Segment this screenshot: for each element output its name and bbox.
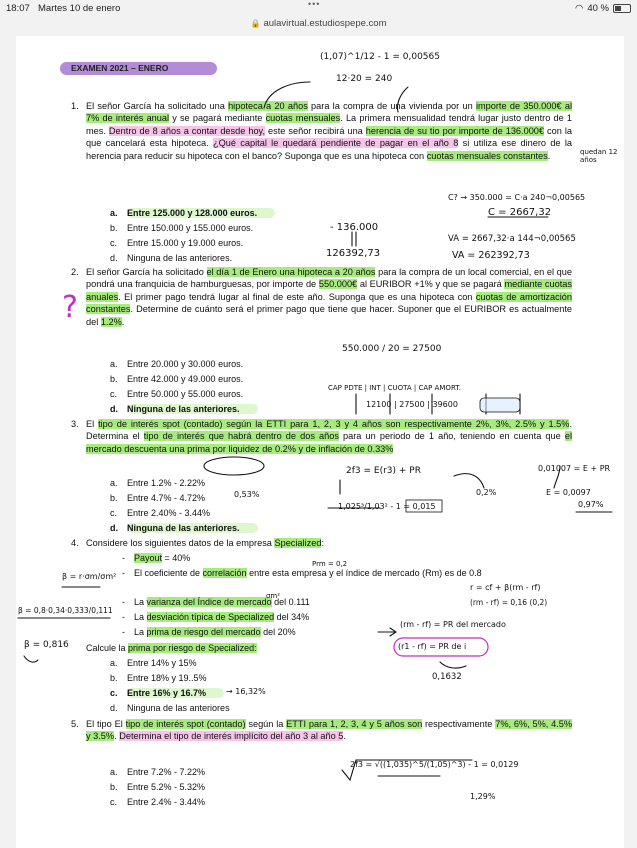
note-implicit-percent: 1,29% [470, 792, 496, 801]
option-letter: c. [110, 238, 118, 248]
highlight: el mercado descuenta una prima por liquidez de 0.2% y de inflación de 0.33% [86, 431, 572, 454]
option-letter: d. [110, 404, 118, 414]
option-text: Entre 14% y 15% [127, 658, 197, 668]
q-text: El señor García ha solicitado una [86, 101, 229, 111]
address-bar[interactable] [0, 18, 637, 34]
note-c-formula: C? → 350.000 = C·a 240¬0,00565 [448, 193, 586, 202]
bullet-text: La [134, 627, 147, 637]
q1-option-c[interactable] [110, 237, 243, 249]
q-text: al EURIBOR +1% y que se pagará [357, 279, 505, 290]
option-text: Entre 15.000 y 19.000 euros. [127, 238, 244, 248]
note-e-percent: 0,97% [578, 500, 604, 509]
status-bar [0, 0, 637, 18]
option-letter: d. [110, 253, 118, 263]
highlight: Specialized [274, 538, 322, 548]
note-stock-premium: (r1 - rf) = PR de i [398, 642, 467, 651]
question-5 [71, 718, 573, 743]
option-text: Entre 20.000 y 30.000 euros. [127, 359, 244, 369]
bullet-text: del 34% [274, 612, 310, 622]
note-e-value: E = 0,0097 [546, 488, 591, 497]
question-number: 5. [71, 719, 79, 729]
highlight: cuotas mensuales [265, 113, 341, 124]
q-text: . Determine de cuánto será el primer pago que tiene que hacer. Suponer que el EURIBOR es actualmente del [86, 304, 572, 327]
highlight: ¿Qué capital le quedará pendiente de pagar en el año 8 [213, 138, 459, 149]
note-implicit-rate: 2f3 = √((1,035)^5/(1,05)^3) - 1 = 0,0129 [350, 760, 519, 769]
q2-option-c[interactable] [110, 388, 243, 400]
question-2 [71, 266, 572, 328]
note-inflation-sum: 0,53% [234, 490, 260, 499]
highlight: prima por riesgo de Specialized: [128, 643, 257, 653]
note-va-formula: VA = 2667,32·a 144¬0,00565 [448, 234, 576, 244]
q-text: para la compra de un local comercial, en el que pondrá una franquicia de hamburguesas, por importe de [86, 267, 572, 290]
bullet-text: La [134, 597, 147, 607]
option-text: Entre 18% y 19..5% [127, 673, 207, 683]
bullet-text: del 0.111 [271, 597, 310, 607]
question-1 [71, 100, 573, 162]
option-text: Ninguna de las anteriores. [127, 404, 258, 414]
note-e-pr: 0,01007 = E + PR [538, 464, 611, 473]
q5-option-c[interactable] [110, 796, 205, 808]
highlight: 7%, 6%, 5%, 4.5% y 3.5% [86, 719, 573, 742]
option-letter: b. [110, 673, 118, 683]
highlight: 1.2% [100, 316, 122, 327]
highlight: tipo de interés que habrá dentro de dos años [143, 431, 339, 442]
note-remainder: 126392,73 [326, 248, 381, 259]
highlight: desviación típica de Specialized [146, 612, 275, 622]
note-beta-value: β = 0,816 [24, 640, 69, 650]
note-forward-calc: 1,025³/1,03² - 1 = 0,015 [338, 502, 436, 511]
q2-option-d[interactable] [110, 403, 258, 415]
q-text: : [321, 538, 325, 548]
option-text: Entre 2.40% - 3.44% [127, 508, 211, 518]
q-text: respectivamente [422, 719, 496, 729]
highlight: cuotas mensuales constantes [426, 150, 548, 161]
highlight: mediante cuotas anuales [86, 279, 572, 302]
option-letter: b. [110, 493, 118, 503]
q-text: para un periodo de 1 año, teniendo en cuenta que [338, 431, 565, 442]
q-text: y se pagará mediante [169, 113, 266, 124]
battery-icon [613, 4, 631, 13]
q-text: para la compra de una vivienda por un [307, 101, 476, 111]
option-letter: a. [110, 658, 118, 668]
q-text: este señor recibirá una [265, 125, 366, 136]
q-text: . La primera mensualidad tendrá lugar justo dentro de 1 mes. [86, 113, 572, 136]
lock-icon: 🔒 [250, 19, 261, 28]
q-text: . [343, 731, 346, 742]
option-letter: d. [110, 523, 118, 533]
status-date: Martes 10 de enero [38, 3, 121, 14]
bullet-text: del 20% [260, 627, 296, 637]
note-sigma-sq: σm² [266, 592, 281, 600]
q-text: Calcule la [86, 643, 129, 653]
q3-option-a[interactable] [110, 477, 205, 489]
q-text: con la que cancelará esta hipoteca. [86, 125, 572, 149]
q4-option-c[interactable] [110, 687, 224, 699]
option-text: Entre 125.000 y 128.000 euros. [127, 208, 275, 218]
note-prm: Prm = 0,2 [312, 560, 348, 568]
option-letter: c. [110, 797, 118, 807]
q5-option-b[interactable] [110, 781, 205, 793]
option-letter: a. [110, 359, 118, 369]
option-letter: b. [110, 374, 118, 384]
highlight: Determina el tipo de interés implícito del año 3 al año 5 [119, 731, 344, 742]
highlight: tipo de interés spot (contado) [98, 419, 223, 429]
q-text: . [547, 150, 551, 161]
bullet-text: La [134, 612, 147, 622]
option-text: Entre 16% y 16.7% [127, 688, 224, 698]
note-beta-calc: β = 0,8·0,34·0,333/0,111 [18, 606, 113, 615]
note-division: 550.000 / 20 = 27500 [342, 344, 442, 354]
highlight: correlación [202, 568, 247, 578]
q-text: El tipo El [86, 719, 126, 729]
note-minus: - 136.000 [330, 222, 379, 233]
q4-option-a[interactable] [110, 657, 197, 669]
option-text: Entre 4.7% - 4.72% [127, 493, 206, 503]
note-rm-rf: (rm - rf) = 0,16 (0,2) [470, 598, 548, 607]
note-beta-formula: β = r·σm/σm² [62, 572, 117, 581]
option-text: Ninguna de las anteriores [127, 703, 230, 713]
q4-bullet: - El coeficiente de correlación entre esta empresa y el índice de mercado (Rm) es de 0.8 [122, 568, 482, 578]
highlight: cuotas de amortización constantes [86, 291, 572, 315]
option-letter: a. [110, 478, 118, 488]
q-text: si utiliza ese dinero de la herencia para reducir su hipoteca con el banco? Suponga que es una hipoteca con [86, 138, 572, 161]
option-letter: b. [110, 223, 118, 233]
option-text: Entre 150.000 y 155.000 euros. [127, 223, 254, 233]
highlight: Dentro de 8 años a contar desde hoy, [108, 125, 266, 136]
note-premium-value: 0,1632 [432, 672, 462, 682]
q3-option-b[interactable] [110, 492, 205, 504]
highlight: herencia de su tio por importe de 136.000€ [365, 125, 545, 136]
bullet-text: El coeficiente de [134, 568, 203, 578]
q-text: según la [245, 719, 287, 729]
q4-bullet: - La desviación típica de Specialized del 34% [122, 612, 310, 622]
highlight: prima de riesgo del mercado [146, 627, 261, 637]
battery-percent: 40 % [587, 3, 609, 14]
question-number: 3. [71, 419, 79, 429]
q4-option-d[interactable] [110, 702, 230, 714]
question-number: 2. [71, 267, 79, 277]
question-4 [71, 537, 572, 549]
note-answer-percent: → 16,32% [226, 687, 266, 696]
status-time: 18:07 [6, 3, 30, 14]
question-3 [71, 418, 572, 455]
highlight: el día 1 de Enero una hipoteca a 20 años [206, 267, 376, 277]
highlight: tipo de interés spot (contado) [125, 719, 246, 729]
highlight: ETTI para 1, 2, 3, 4 y 5 años son [286, 719, 423, 729]
note-table-header: CAP PDTE | INT | CUOTA | CAP AMORT. [328, 384, 461, 392]
q5-option-a[interactable] [110, 766, 205, 778]
exam-title: EXAMEN 2021 – ENERO [60, 62, 217, 75]
q4-ask [86, 642, 257, 654]
question-number: 1. [71, 101, 79, 111]
note-remaining: quedan 12 años [580, 148, 618, 164]
note-market-premium: (rm - rf) = PR del mercado [400, 620, 506, 629]
option-letter: d. [110, 703, 118, 713]
q3-option-d[interactable] [110, 522, 258, 534]
status-right [575, 3, 631, 14]
url-text: aulavirtual.estudiospepe.com [263, 18, 387, 29]
q4-bullet: - Payout = 40% [122, 553, 191, 563]
q-text: . [121, 316, 125, 327]
q-text: . Determina el [86, 419, 572, 442]
multitask-dots-icon[interactable]: ••• [308, 0, 321, 9]
option-text: Ninguna de las anteriores. [127, 253, 233, 263]
q-text: Considere los siguientes datos de la empresa [86, 538, 275, 548]
bullet-text: entre esta empresa y el índice de mercado (Rm) es de 0.8 [246, 568, 482, 578]
q4-bullet: - La prima de riesgo del mercado del 20% [122, 627, 296, 637]
note-liquidity: 0,2% [476, 488, 497, 497]
option-letter: c. [110, 688, 118, 698]
highlight: según la ETTI para 1, 2, 3 y 4 años son respectivamente 2%, 3%, 2.5% y 1.5% [222, 419, 570, 429]
option-letter: a. [110, 767, 118, 777]
note-va-value: VA = 262392,73 [452, 250, 530, 261]
highlight: varianza del Índice de mercado [146, 597, 272, 607]
q-text: . El primer pago tendrá lugar al final de este año. Suponga que es una hipoteca con [118, 291, 476, 302]
highlight: hipoteca a 20 años [228, 101, 308, 111]
option-letter: b. [110, 782, 118, 792]
wifi-icon: ◠ [575, 3, 584, 14]
note-forward-eq: 2f3 = E(r3) + PR [346, 466, 421, 476]
q-text: El señor García ha solicitado [86, 267, 207, 277]
q4-bullet: - La varianza del Índice de mercado del 0.111 [122, 597, 310, 607]
option-letter: c. [110, 389, 118, 399]
q3-option-c[interactable] [110, 507, 210, 519]
option-text: Entre 42.000 y 49.000 euros. [127, 374, 244, 384]
question-number: 4. [71, 538, 79, 548]
option-text: Ninguna de las anteriores. [127, 523, 258, 533]
option-letter: a. [110, 208, 118, 218]
note-table-row: 12100 | 27500 | 39600 [366, 400, 458, 409]
q-text: . [114, 731, 120, 742]
bullet-text: = 40% [162, 553, 191, 563]
option-text: Entre 2.4% - 3.44% [127, 797, 206, 807]
option-text: Entre 5.2% - 5.32% [127, 782, 206, 792]
q-text: El [86, 419, 99, 429]
note-rate: (1,07)^1/12 - 1 = 0,00565 [320, 52, 440, 62]
note-periods: 12·20 = 240 [336, 74, 393, 84]
option-text: Entre 1.2% - 2.22% [127, 478, 206, 488]
q1-option-b[interactable] [110, 222, 253, 234]
q1-option-d[interactable] [110, 252, 232, 264]
q4-option-b[interactable] [110, 672, 207, 684]
exam-page [16, 36, 624, 848]
q1-option-a[interactable] [110, 207, 275, 219]
option-letter: c. [110, 508, 118, 518]
q2-option-b[interactable] [110, 373, 243, 385]
highlight: Payout [134, 553, 163, 563]
q2-option-a[interactable] [110, 358, 243, 370]
option-text: Entre 7.2% - 7.22% [127, 767, 206, 777]
note-capm: r = cf + β(rm - rf) [470, 583, 541, 592]
note-c-value: C = 2667,32 [488, 207, 552, 218]
highlight: importe de 350.000€ al 7% de interés anual [86, 101, 573, 124]
highlight: 550.000€ [318, 279, 358, 290]
note-question-mark: ? [62, 290, 78, 325]
option-text: Entre 50.000 y 55.000 euros. [127, 389, 244, 399]
